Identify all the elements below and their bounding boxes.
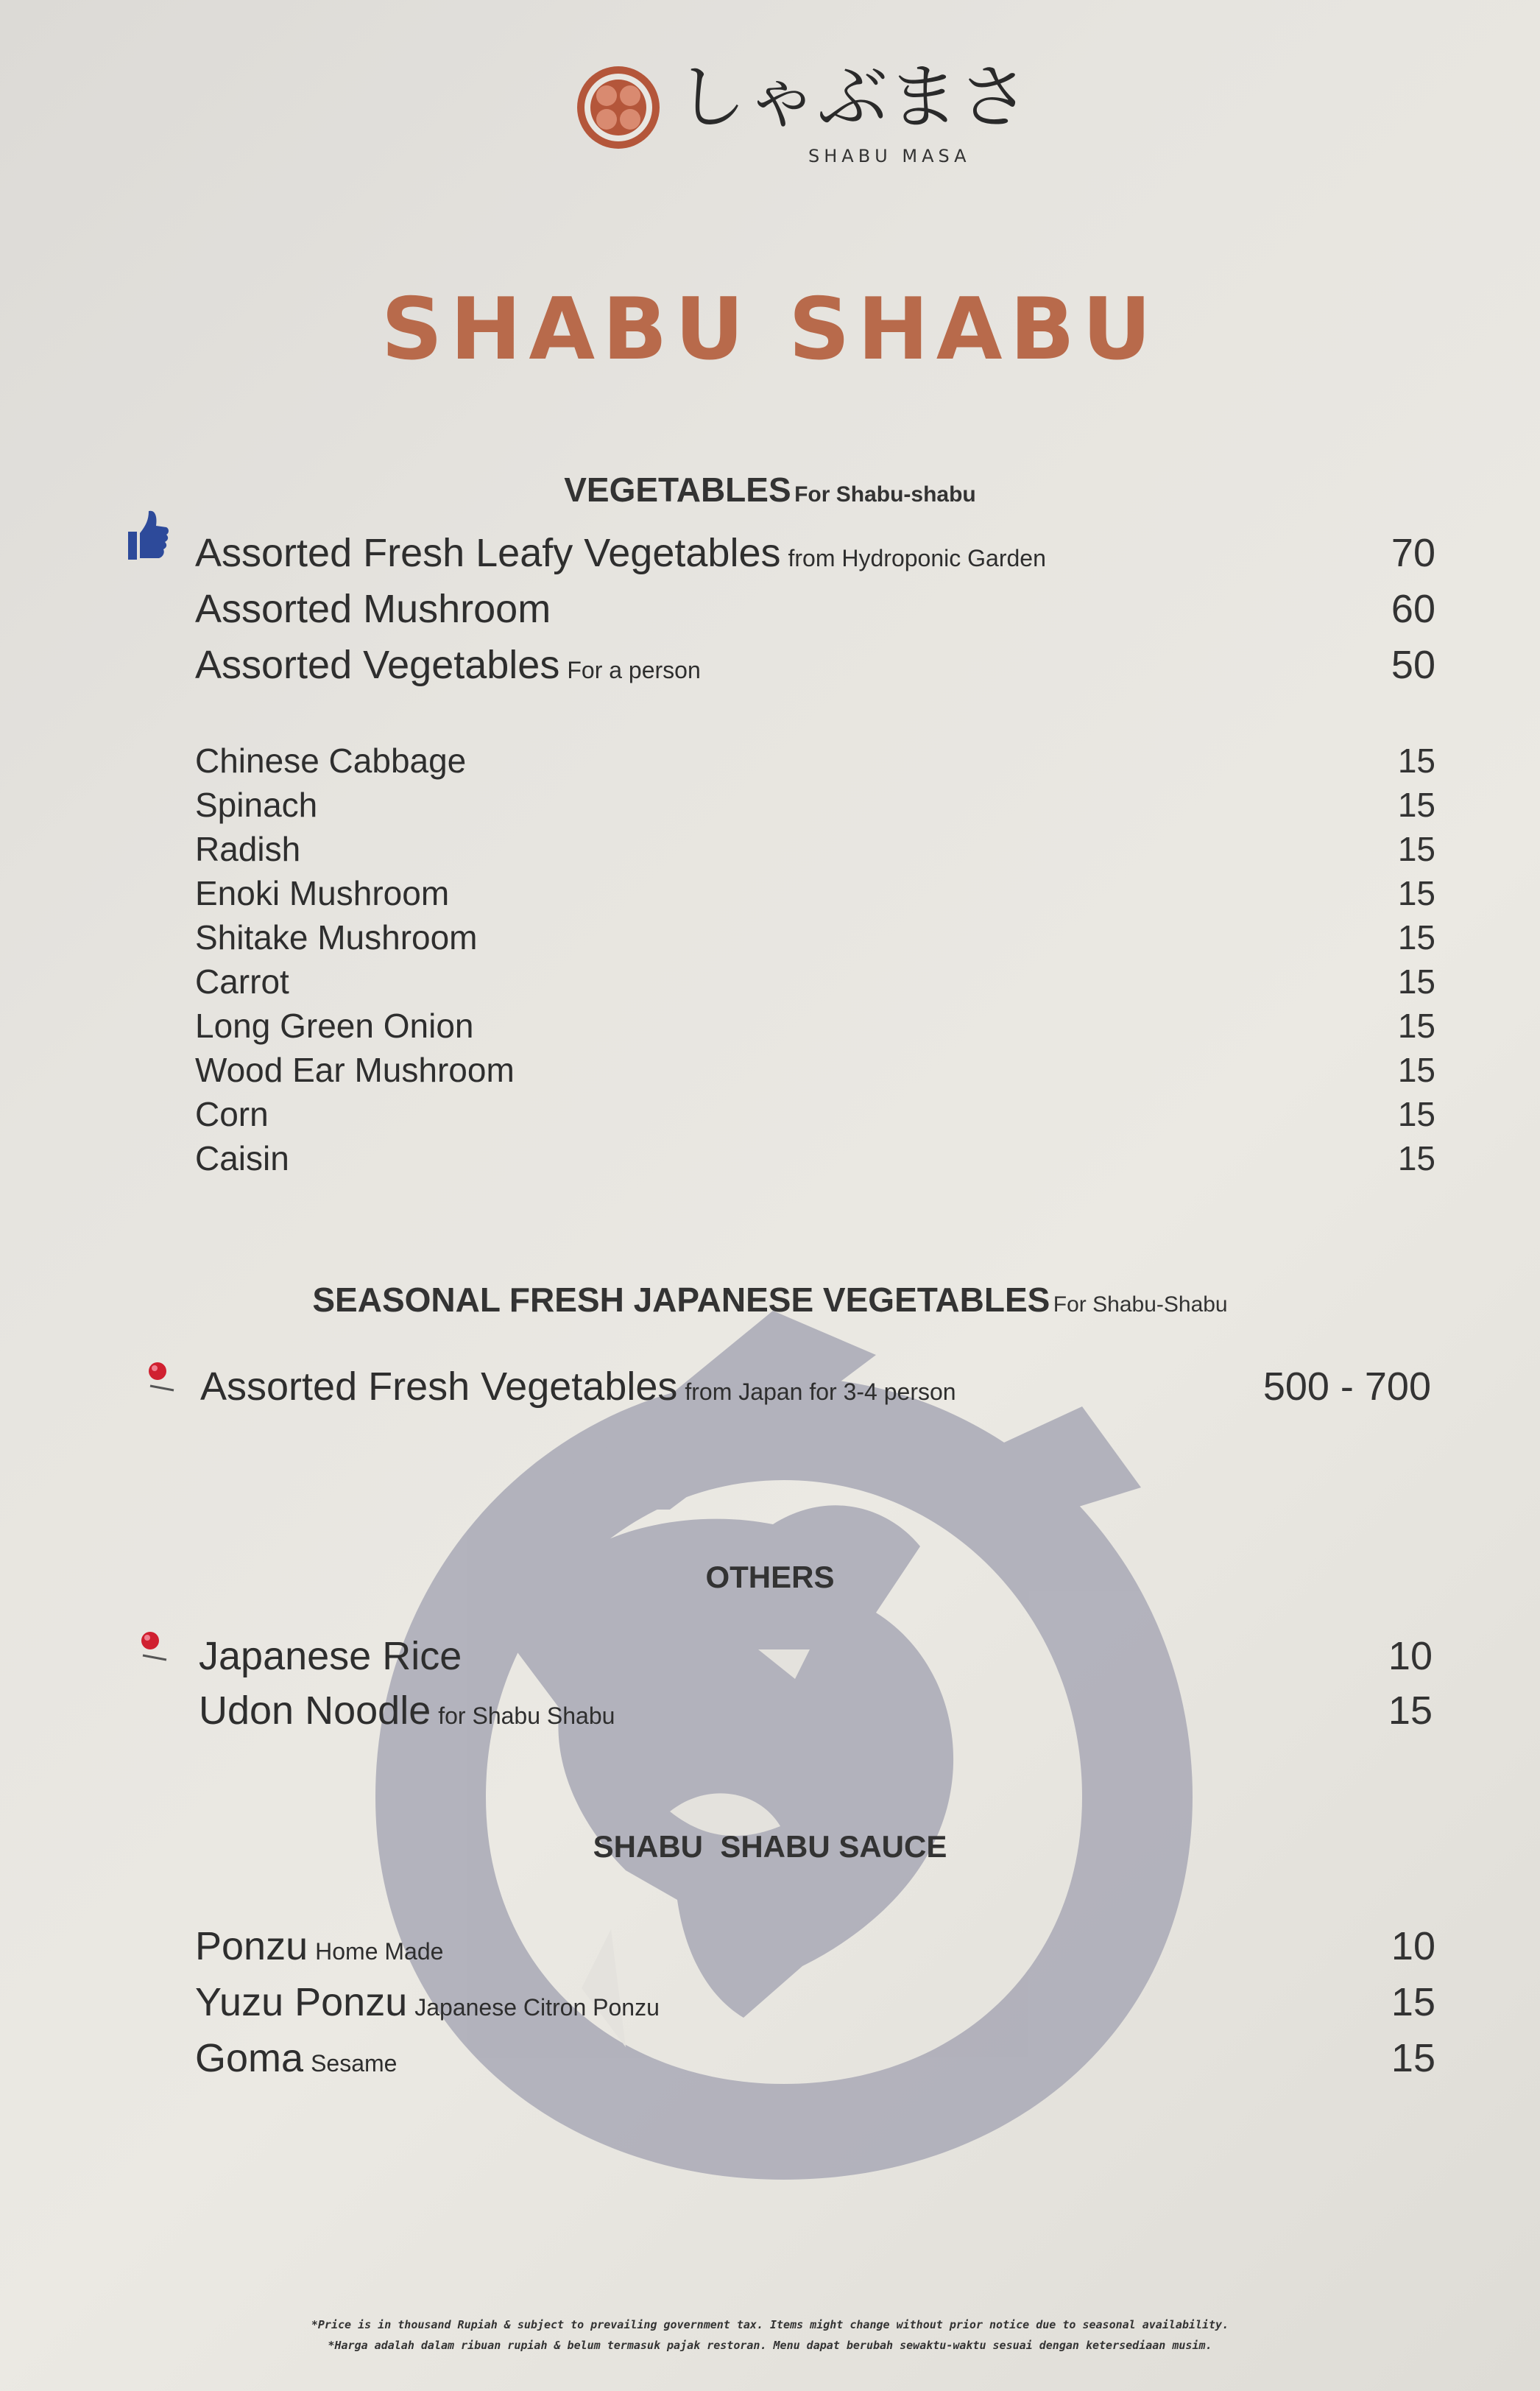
menu-item (195, 635, 1435, 694)
item-price: 500 - 700 (1262, 1364, 1431, 1409)
item-name: Wood Ear Mushroom (195, 1051, 515, 1089)
item-description: Japanese Citron Ponzu (414, 1994, 660, 2021)
pin-icon (144, 1361, 178, 1392)
item-price: 70 (1391, 531, 1435, 575)
menu-item (195, 2028, 1435, 2087)
pin-icon (137, 1630, 171, 1661)
item-price: 10 (1388, 1634, 1433, 1678)
item-price: 15 (1388, 1689, 1433, 1733)
menu-item (195, 523, 1435, 582)
item-price: 15 (1397, 1139, 1435, 1177)
item-price: 15 (1397, 874, 1435, 912)
section-heading-vegetables (0, 470, 1540, 510)
item-name: Spinach (195, 786, 318, 824)
item-price: 15 (1397, 1007, 1435, 1045)
item-description: from Hydroponic Garden (788, 545, 1046, 571)
item-name: Japanese Rice (199, 1634, 462, 1678)
item-price: 15 (1391, 1980, 1435, 2024)
menu-item (199, 1626, 1433, 1685)
item-description: For a person (567, 657, 701, 683)
section-subtitle: For Shabu-Shabu (1053, 1292, 1228, 1317)
item-name: Enoki Mushroom (195, 874, 450, 912)
section-heading-sauce (0, 1829, 1540, 1864)
item-price: 15 (1391, 2036, 1435, 2080)
item-price: 60 (1391, 587, 1435, 631)
footer-note-english: *Price is in thousand Rupiah & subject to prevailing government tax. Items might change without prior notice due to seasonal availability. (311, 2318, 1229, 2331)
menu-item (199, 1680, 1433, 1739)
item-name: Shitake Mushroom (195, 918, 478, 957)
item-price: 15 (1397, 1051, 1435, 1089)
item-name: Radish (195, 830, 301, 868)
logo-english-text: SHABU MASA (808, 146, 971, 166)
item-price: 15 (1397, 1095, 1435, 1133)
section-title: OTHERS (705, 1560, 835, 1594)
list-item (195, 1125, 1435, 1184)
item-name: Long Green Onion (195, 1007, 474, 1045)
logo-japanese-text: しゃぶまさ (676, 56, 1029, 138)
item-price: 15 (1397, 786, 1435, 824)
item-name: Assorted Fresh Vegetables (200, 1364, 678, 1409)
item-name: Corn (195, 1095, 269, 1133)
section-title: VEGETABLES (564, 471, 791, 509)
thumbs-up-icon (124, 508, 169, 561)
section-title: SEASONAL FRESH JAPANESE VEGETABLES (312, 1281, 1050, 1319)
item-price: 15 (1397, 962, 1435, 1001)
item-name: Ponzu (195, 1924, 308, 1968)
item-price: 15 (1397, 918, 1435, 957)
section-subtitle: For Shabu-shabu (794, 482, 976, 507)
item-name: Goma (195, 2036, 304, 2080)
restaurant-logo (574, 56, 1029, 177)
item-name: Assorted Vegetables (195, 643, 560, 687)
item-price: 15 (1397, 742, 1435, 780)
section-heading-others (0, 1560, 1540, 1595)
item-description: Sesame (311, 2050, 398, 2077)
section-title: SHABU SHABU SAUCE (593, 1829, 947, 1864)
item-name: Udon Noodle (199, 1689, 431, 1733)
item-price: 10 (1391, 1924, 1435, 1968)
item-price: 15 (1397, 830, 1435, 868)
item-description: Home Made (315, 1938, 444, 1965)
item-name: Assorted Fresh Leafy Vegetables (195, 531, 781, 575)
shabu-masa-emblem-icon (574, 63, 663, 152)
item-price: 50 (1391, 643, 1435, 687)
section-heading-seasonal (0, 1280, 1540, 1320)
menu-item (195, 1916, 1435, 1975)
menu-item (200, 1356, 1431, 1415)
item-description: for Shabu Shabu (438, 1702, 615, 1729)
item-name: Yuzu Ponzu (195, 1980, 408, 2024)
item-name: Caisin (195, 1139, 289, 1177)
item-name: Assorted Mushroom (195, 587, 551, 631)
menu-item (195, 579, 1435, 638)
item-name: Chinese Cabbage (195, 742, 467, 780)
page-title: SHABU SHABU (381, 280, 1159, 379)
footer-note-indonesian: *Harga adalah dalam ribuan rupiah & belum termasuk pajak restoran. Menu dapat berubah sewaktu-waktu sesuai dengan ketersediaan musim. (328, 2339, 1212, 2352)
menu-item (195, 1972, 1435, 2031)
item-description: from Japan for 3-4 person (685, 1378, 956, 1405)
item-name: Carrot (195, 962, 289, 1001)
